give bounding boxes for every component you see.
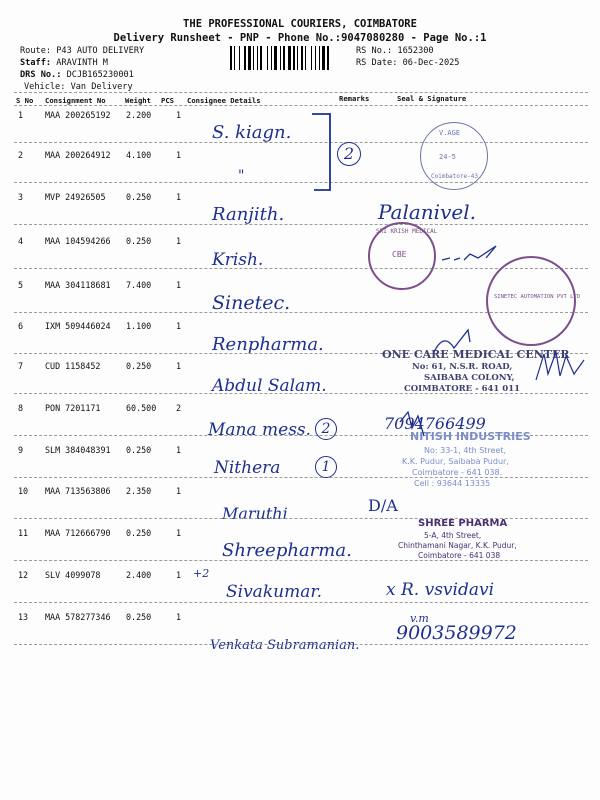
row-consignment-no: MAA 304118681	[45, 280, 111, 290]
row-consignment-no: CUD 1158452	[45, 361, 101, 371]
row-sno: 2	[18, 150, 24, 160]
row-sno: 4	[18, 236, 24, 246]
row-weight: 0.250	[126, 361, 152, 371]
col-remarks: Remarks	[339, 94, 370, 103]
col-weight: Weight	[125, 96, 151, 105]
vage-stamp-pin: Coimbatore-43	[431, 173, 478, 180]
barcode-bar	[257, 46, 258, 70]
brace-mark	[310, 112, 340, 194]
row-sno: 8	[18, 403, 24, 413]
runsheet-subtitle: Delivery Runsheet - PNP - Phone No.:9047080280 - Page No.:1	[113, 32, 487, 44]
row-consignment-no: MAA 713563806	[45, 486, 111, 496]
staff-value: ARAVINTH M	[56, 58, 108, 68]
sinetec-stamp-text: SINETEC AUTOMATION PVT LTD	[494, 294, 581, 300]
krish-medical-stamp	[368, 222, 436, 290]
barcode-bar	[301, 46, 303, 70]
signature-scribbles-row6-7	[424, 312, 594, 386]
row-pcs: 1	[176, 486, 182, 496]
vage-stamp-date: 24-5	[439, 153, 456, 161]
row-divider	[14, 142, 588, 143]
row-consignee-handwritten: Mana mess.	[208, 420, 312, 440]
header-rule-top	[14, 92, 588, 93]
vehicle-text: Vehicle: Van Delivery	[24, 82, 133, 92]
nitish-addr1: No: 33-1, 4th Street,	[424, 446, 507, 455]
drs-value: DCJB165230001	[66, 70, 134, 80]
barcode-bar	[274, 46, 277, 70]
nitish-addr3: Coimbatore - 641 038.	[412, 468, 503, 477]
row-consignee-handwritten: Ranjith.	[212, 204, 285, 225]
row-consignment-no: SLM 384048391	[45, 445, 111, 455]
row-weight: 60.500	[126, 403, 157, 413]
circle-annotation-1: 1	[315, 456, 337, 478]
row-sno: 10	[18, 486, 29, 496]
barcode-bar	[288, 46, 291, 70]
drs-label: DRS No.:	[20, 70, 62, 80]
nitish-addr2: K.K. Pudur, Saibaba Pudur,	[402, 457, 509, 466]
row-consignment-no: IXM 509446024	[45, 321, 111, 331]
col-consignment: Consignment No	[45, 96, 106, 105]
row-consignment-no: PON 7201171	[45, 403, 101, 413]
remark-da: D/A	[368, 496, 398, 515]
barcode-bar	[283, 46, 285, 70]
row-pcs: 1	[176, 280, 182, 290]
onecare-addr1: No: 61, N.S.R. ROAD,	[412, 362, 513, 372]
col-sno: S No	[16, 96, 34, 105]
onecare-addr3: COIMBATORE - 641 011	[404, 384, 521, 394]
row-consignee-handwritten: "	[238, 168, 245, 184]
company-title: THE PROFESSIONAL COURIERS, COIMBATORE	[183, 18, 417, 30]
barcode-bar	[297, 46, 298, 70]
onecare-name: ONE CARE MEDICAL CENTER	[382, 348, 570, 361]
row-weight: 2.400	[126, 570, 152, 580]
barcode-bar	[319, 46, 320, 70]
col-pcs: PCS	[161, 96, 174, 105]
row-sno: 6	[18, 321, 24, 331]
barcode-bar	[293, 46, 295, 70]
nitish-cell: Cell : 93644 13335	[414, 479, 491, 488]
row-weight: 1.100	[126, 321, 152, 331]
barcode-bar	[305, 46, 306, 70]
shree-name: SHREE PHARMA	[418, 518, 508, 529]
vage-stamp-name: V.AGE	[439, 129, 461, 137]
row-consignment-no: MAA 712666790	[45, 528, 111, 538]
shree-addr1: 5-A, 4th Street,	[424, 531, 482, 540]
row-weight: 4.100	[126, 150, 152, 160]
row-weight: 0.250	[126, 528, 152, 538]
phone-row13: 9003589972	[396, 622, 517, 644]
row-weight: 2.350	[126, 486, 152, 496]
initials-row13: v.m	[410, 612, 429, 625]
barcode-bar	[248, 46, 251, 70]
remark-palanivel: Palanivel.	[378, 200, 476, 224]
row-consignment-no: MVP 24926505	[45, 192, 106, 202]
row-sno: 7	[18, 361, 24, 371]
row-divider	[14, 182, 588, 183]
circle-annotation-2: 2	[337, 142, 361, 166]
row-consignee-handwritten: S. kiagn.	[212, 122, 292, 143]
barcode	[230, 46, 354, 70]
header-rule-bottom	[14, 105, 588, 106]
staff-row	[20, 58, 108, 68]
staff-label: Staff:	[20, 58, 52, 68]
row-sno: 3	[18, 192, 24, 202]
row-pcs: 2	[176, 403, 182, 413]
row-divider	[14, 224, 588, 225]
route-text: Route: P43 AUTO DELIVERY	[20, 46, 145, 56]
row-pcs: 1	[176, 150, 182, 160]
row-pcs: 1	[176, 445, 182, 455]
shree-addr3: Coimbatore - 641 038	[418, 551, 501, 560]
onecare-addr2: SAIBABA COLONY,	[424, 373, 515, 383]
row-weight: 0.250	[126, 236, 152, 246]
row-weight: 2.200	[126, 110, 152, 120]
row-consignee-handwritten: Sivakumar.	[226, 582, 322, 602]
row-consignee-handwritten: Maruthi	[222, 504, 288, 523]
barcode-bar	[280, 46, 281, 70]
row-consignee-handwritten: Sinetec.	[212, 292, 291, 314]
row-consignment-no: MAA 200265192	[45, 110, 111, 120]
row-sno: 13	[18, 612, 29, 622]
shree-addr2: Chinthamani Nagar, K.K. Pudur,	[398, 541, 517, 550]
row-consignee-handwritten: Nithera	[214, 458, 281, 478]
row-pcs: 1	[176, 110, 182, 120]
row-pcs: 1	[176, 528, 182, 538]
barcode-bar	[271, 46, 272, 70]
row-sno: 5	[18, 280, 24, 290]
row-sno: 1	[18, 110, 24, 120]
barcode-bar	[230, 46, 232, 70]
barcode-bar	[244, 46, 246, 70]
rs-number: RS No.: 1652300	[356, 46, 434, 56]
rs-date: RS Date: 06-Dec-2025	[356, 58, 460, 68]
phone-row8: 7094766499	[384, 414, 486, 433]
row-pcs: 1	[176, 192, 182, 202]
row-consignee-handwritten: Krish.	[212, 250, 264, 270]
row-divider	[14, 560, 588, 561]
krish-stamp-center: CBE	[392, 250, 407, 259]
row-consignee-handwritten: Abdul Salam.	[212, 376, 327, 396]
vage-round-stamp	[420, 122, 488, 190]
row-divider	[14, 644, 588, 645]
barcode-bar	[311, 46, 312, 70]
barcode-bar	[239, 46, 240, 70]
row-consignee-handwritten: Renpharma.	[212, 334, 324, 355]
row-consignee-handwritten: Shreepharma.	[222, 540, 352, 561]
row-sno: 12	[18, 570, 29, 580]
nitish-name: NITISH INDUSTRIES	[410, 430, 531, 443]
krish-signature	[440, 238, 500, 268]
krish-stamp-text: SRI KRISH MEDICAL	[376, 228, 438, 235]
row-pcs: 1	[176, 321, 182, 331]
row-consignment-no: MAA 200264912	[45, 150, 111, 160]
row-sno: 9	[18, 445, 24, 455]
drs-row	[20, 70, 134, 80]
row-divider	[14, 477, 588, 478]
col-consignee: Consignee Details	[187, 96, 261, 105]
remark-signature-row12: x R. vsvidavi	[386, 580, 495, 600]
row-consignment-no: SLV 4099078	[45, 570, 101, 580]
barcode-bar	[260, 46, 262, 70]
row-pcs: 1	[176, 236, 182, 246]
barcode-bar	[234, 46, 235, 70]
barcode-bar	[327, 46, 329, 70]
barcode-bar	[267, 46, 268, 70]
barcode-bar	[253, 46, 254, 70]
signature-scribble-row8	[398, 410, 438, 440]
circle-annotation-row8: 2	[315, 418, 337, 440]
col-seal: Seal & Signature	[397, 94, 467, 103]
row-pcs: 1	[176, 361, 182, 371]
barcode-bar	[322, 46, 325, 70]
row-weight: 7.400	[126, 280, 152, 290]
barcode-bar	[315, 46, 316, 70]
row-weight: 0.250	[126, 445, 152, 455]
row-consignment-no: MAA 578277346	[45, 612, 111, 622]
row-weight: 0.250	[126, 612, 152, 622]
row-divider	[14, 602, 588, 603]
row-pcs: 1	[176, 612, 182, 622]
row-consignee-handwritten: Venkata Subramanian.	[210, 638, 360, 653]
row-sno: 11	[18, 528, 29, 538]
row-consignment-no: MAA 104594266	[45, 236, 111, 246]
row-weight: 0.250	[126, 192, 152, 202]
row-pcs: 1	[176, 570, 182, 580]
row12-extra-pcs: +2	[193, 567, 210, 580]
